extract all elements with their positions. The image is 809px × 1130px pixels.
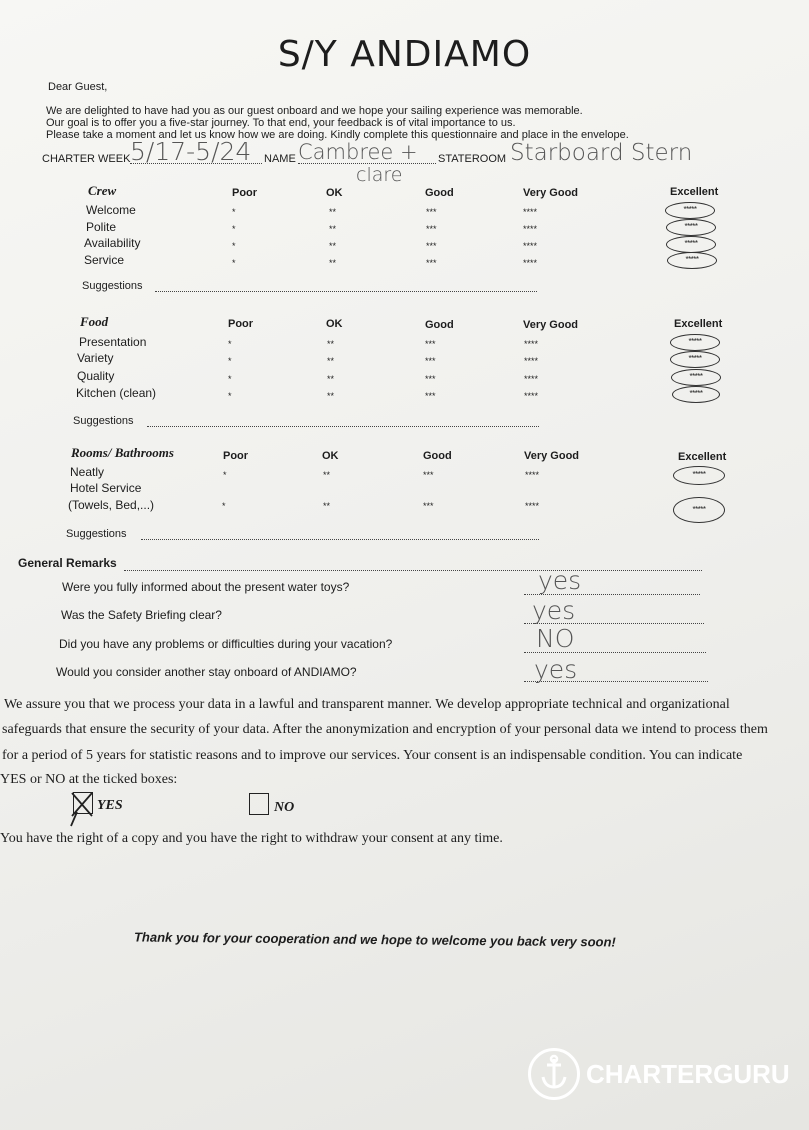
rooms-item-neatly: Neatly (70, 465, 105, 479)
rating-poor[interactable]: * (228, 374, 232, 384)
answer-line (524, 652, 706, 653)
rating-excellent-circled[interactable]: ***** (673, 497, 725, 523)
crew-item-service: Service (84, 253, 125, 267)
rating-ok[interactable]: ** (329, 258, 337, 268)
food-item-kitchen: Kitchen (clean) (76, 386, 157, 400)
rating-excellent-circled[interactable]: ***** (666, 219, 716, 236)
question-safety-briefing: Was the Safety Briefing clear? (61, 608, 222, 622)
rating-ok[interactable]: ** (327, 391, 335, 401)
food-suggestions-field[interactable] (147, 426, 539, 427)
rating-excellent-circled[interactable]: ***** (665, 202, 715, 219)
rating-good[interactable]: *** (425, 391, 436, 401)
rating-very-good[interactable]: **** (523, 224, 538, 234)
question-problems: Did you have any problems or difficulties during your vacation? (59, 637, 393, 651)
consent-no-label: NO (274, 800, 295, 815)
rating-very-good[interactable]: **** (524, 374, 539, 384)
rating-excellent-circled[interactable]: ***** (673, 466, 725, 485)
rating-good[interactable]: *** (423, 470, 434, 480)
answer-line (524, 681, 708, 682)
stateroom-label: STATEROOM (438, 153, 507, 165)
rating-excellent-circled[interactable]: ***** (670, 334, 720, 351)
intro-line-1: We are delighted to have had you as our guest onboard and we hope your sailing experience was memorable. (46, 105, 583, 117)
watermark-logo-text: CHARTERGURU (586, 1059, 790, 1089)
rating-good[interactable]: *** (426, 258, 437, 268)
answer-another-stay[interactable]: yes (534, 655, 578, 684)
rating-poor[interactable]: * (232, 207, 236, 217)
rating-ok[interactable]: ** (323, 470, 331, 480)
name-label: NAME (264, 153, 296, 165)
rating-poor[interactable]: * (232, 241, 236, 251)
rating-poor[interactable]: * (222, 501, 226, 511)
crew-section-title: Crew (88, 183, 117, 198)
rating-ok[interactable]: ** (327, 374, 335, 384)
crew-excellent-header: Excellent (670, 186, 719, 198)
rating-very-good[interactable]: **** (524, 391, 539, 401)
rating-very-good[interactable]: **** (524, 356, 539, 366)
food-ok-header: OK (326, 318, 343, 330)
charter-week-value[interactable]: 5/17-5/24 (130, 137, 252, 166)
consent-line-4: YES or NO at the ticked boxes: (0, 772, 178, 787)
answer-problems[interactable]: NO (536, 624, 575, 653)
rooms-item-hotel-service: Hotel Service (70, 481, 142, 495)
rating-poor[interactable]: * (228, 339, 232, 349)
consent-line-3: for a period of 5 years for statistic reasons and to improve our services. Your consent is an indispensable condition. You can indicate (2, 748, 743, 763)
rooms-item-towels-bed: (Towels, Bed,...) (68, 498, 155, 512)
name-line (298, 163, 436, 164)
name-value[interactable]: Cambree + (298, 140, 418, 164)
rating-ok[interactable]: ** (329, 241, 337, 251)
rating-very-good[interactable]: **** (523, 258, 538, 268)
anchor-logo-icon (528, 1048, 580, 1100)
rating-ok[interactable]: ** (329, 207, 337, 217)
page-title: S/Y ANDIAMO (277, 34, 532, 75)
food-suggestions-label: Suggestions (73, 415, 134, 427)
rating-very-good[interactable]: **** (523, 241, 538, 251)
rating-poor[interactable]: * (228, 391, 232, 401)
consent-line-1: We assure you that we process your data in a lawful and transparent manner. We develop appropriate technical and organizational (4, 697, 730, 712)
rating-good[interactable]: *** (426, 224, 437, 234)
name-value-2[interactable]: clare (356, 164, 403, 186)
rating-excellent-circled[interactable]: ***** (667, 252, 717, 269)
consent-no-checkbox[interactable] (249, 793, 269, 815)
check-mark-icon (69, 790, 95, 830)
rating-very-good[interactable]: **** (525, 470, 540, 480)
rating-excellent-circled[interactable]: ***** (672, 386, 720, 403)
crew-good-header: Good (425, 187, 454, 199)
crew-suggestions-label: Suggestions (82, 280, 143, 292)
crew-item-availability: Availability (84, 236, 141, 250)
general-remarks-label: General Remarks (18, 556, 117, 570)
food-section-title: Food (80, 314, 109, 329)
consent-yes-label: YES (97, 798, 123, 813)
food-very-good-header: Very Good (523, 319, 579, 331)
consent-rights: You have the right of a copy and you have the right to withdraw your consent at any time. (0, 831, 503, 846)
crew-very-good-header: Very Good (523, 187, 579, 199)
food-item-variety: Variety (77, 351, 114, 365)
food-item-presentation: Presentation (79, 335, 147, 349)
thank-you-message: Thank you for your cooperation and we hope to welcome you back very soon! (133, 929, 616, 950)
rating-very-good[interactable]: **** (525, 501, 540, 511)
question-water-toys: Were you fully informed about the present water toys? (62, 580, 350, 594)
rooms-very-good-header: Very Good (524, 450, 580, 462)
rating-very-good[interactable]: **** (523, 207, 538, 217)
rating-ok[interactable]: ** (327, 339, 335, 349)
charter-week-label: CHARTER WEEK (42, 153, 131, 165)
rating-poor[interactable]: * (232, 224, 236, 234)
rating-poor[interactable]: * (228, 356, 232, 366)
intro-line-2: Our goal is to offer you a five-star journey. To that end, your feedback is of vital importance to us. (46, 117, 516, 129)
answer-safety-briefing[interactable]: yes (532, 596, 576, 625)
rating-good[interactable]: *** (425, 374, 436, 384)
rooms-suggestions-field[interactable] (141, 539, 539, 540)
rating-poor[interactable]: * (232, 258, 236, 268)
consent-yes-checkbox[interactable] (73, 792, 93, 814)
rating-ok[interactable]: ** (323, 501, 331, 511)
rooms-section-title: Rooms/ Bathrooms (71, 445, 174, 460)
rating-good[interactable]: *** (426, 207, 437, 217)
question-another-stay: Would you consider another stay onboard of ANDIAMO? (56, 665, 357, 679)
rooms-good-header: Good (423, 450, 452, 462)
rating-poor[interactable]: * (223, 470, 227, 480)
answer-water-toys[interactable]: yes (538, 566, 582, 595)
consent-line-2: safeguards that ensure the security of your data. After the anonymization and encryption of your personal data we intend to process them (2, 722, 768, 737)
rooms-poor-header: Poor (223, 450, 249, 462)
rating-good[interactable]: *** (423, 501, 434, 511)
crew-poor-header: Poor (232, 187, 258, 199)
rating-excellent-circled[interactable]: ***** (666, 236, 716, 253)
intro-line-3: Please take a moment and let us know how we are doing. Kindly complete this questionnaire and place in the envelope. (46, 129, 629, 141)
food-excellent-header: Excellent (674, 318, 723, 330)
food-good-header: Good (425, 319, 454, 331)
rating-good[interactable]: *** (426, 241, 437, 251)
rooms-ok-header: OK (322, 450, 339, 462)
rating-good[interactable]: *** (425, 339, 436, 349)
rating-excellent-circled[interactable]: ***** (671, 369, 721, 386)
general-remarks-field[interactable] (124, 570, 702, 571)
crew-item-welcome: Welcome (86, 203, 136, 217)
food-item-quality: Quality (77, 369, 115, 383)
rooms-excellent-header: Excellent (678, 451, 727, 463)
stateroom-value[interactable]: Starboard Stern (510, 140, 693, 166)
charter-week-line (130, 163, 262, 164)
rooms-suggestions-label: Suggestions (66, 528, 127, 540)
crew-item-polite: Polite (86, 220, 117, 234)
crew-ok-header: OK (326, 187, 343, 199)
rating-good[interactable]: *** (425, 356, 436, 366)
crew-suggestions-field[interactable] (155, 291, 537, 292)
rating-excellent-circled[interactable]: ***** (670, 351, 720, 368)
greeting: Dear Guest, (48, 81, 108, 93)
answer-line (524, 594, 700, 595)
rating-ok[interactable]: ** (329, 224, 337, 234)
rating-ok[interactable]: ** (327, 356, 335, 366)
food-poor-header: Poor (228, 318, 254, 330)
rating-very-good[interactable]: **** (524, 339, 539, 349)
